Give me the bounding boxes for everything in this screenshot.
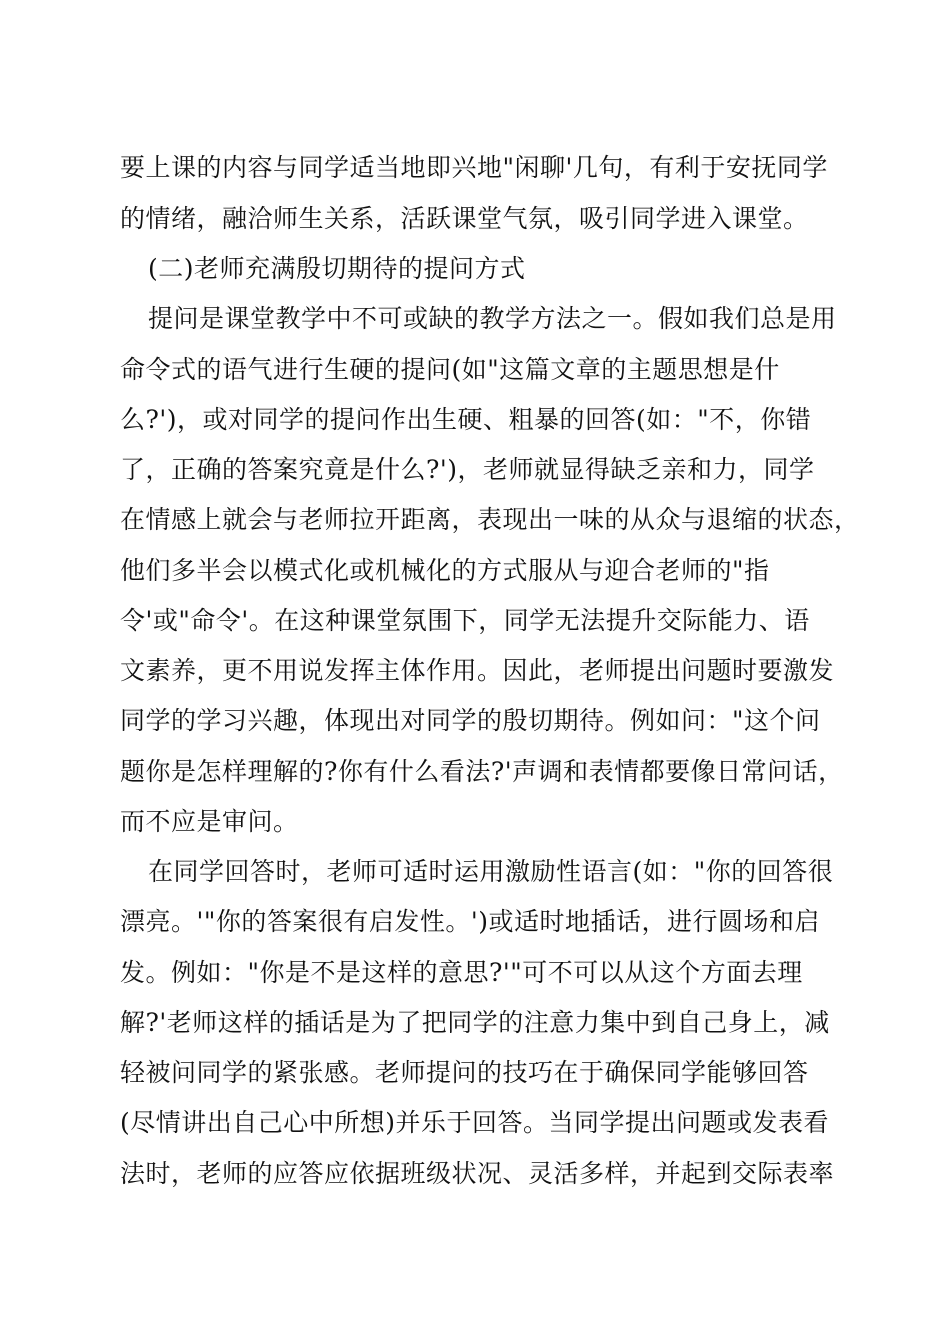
text-line: 题你是怎样理解的?你有什么看法?'声调和表情都要像日常问话， (120, 757, 844, 786)
text-line: 命令式的语气进行生硬的提问(如"这篇文章的主题思想是什 (120, 355, 780, 384)
text-line: 发。例如："你是不是这样的意思?'"可不可以从这个方面去理 (120, 958, 803, 987)
text-line: 的情绪，融洽师生关系，活跃课堂气氛，吸引同学进入课堂。 (120, 204, 809, 233)
text-line: 他们多半会以模式化或机械化的方式服从与迎合老师的"指 (120, 556, 770, 585)
text-line: (尽情讲出自己心中所想)并乐于回答。当同学提出问题或发表看 (120, 1108, 830, 1137)
text-line: 了，正确的答案究竟是什么?')，老师就显得缺乏亲和力，同学 (120, 455, 815, 484)
text-line: 么?')，或对同学的提问作出生硬、粗暴的回答(如："不，你错 (120, 405, 812, 434)
text-line: 而不应是审问。 (120, 807, 299, 836)
text-line: 在同学回答时，老师可适时运用激励性语言(如："你的回答很 (148, 857, 834, 886)
text-line: 在情感上就会与老师拉开距离，表现出一味的从众与退缩的状态， (120, 505, 860, 534)
text-line: 要上课的内容与同学适当地即兴地"闲聊'几句，有利于安抚同学 (120, 153, 828, 182)
text-line: 文素养，更不用说发挥主体作用。因此，老师提出问题时要激发 (120, 656, 835, 685)
text-line: 法时，老师的应答应依据班级状况、灵活多样，并起到交际表率 (120, 1159, 835, 1188)
text-line: 轻被问同学的紧张感。老师提问的技巧在于确保同学能够回答 (120, 1058, 809, 1087)
text-line: 令'或"命令'。在这种课堂氛围下，同学无法提升交际能力、语 (120, 606, 810, 635)
text-line: 提问是课堂教学中不可或缺的教学方法之一。假如我们总是用 (148, 304, 837, 333)
text-line: 漂亮。'"你的答案很有启发性。')或适时地插话，进行圆场和启 (120, 907, 820, 936)
text-line: 解?'老师这样的插话是为了把同学的注意力集中到自己身上，减 (120, 1008, 830, 1037)
text-line: 同学的学习兴趣，体现出对同学的殷切期待。例如问："这个问 (120, 706, 821, 735)
section-heading: (二)老师充满殷切期待的提问方式 (148, 254, 526, 283)
